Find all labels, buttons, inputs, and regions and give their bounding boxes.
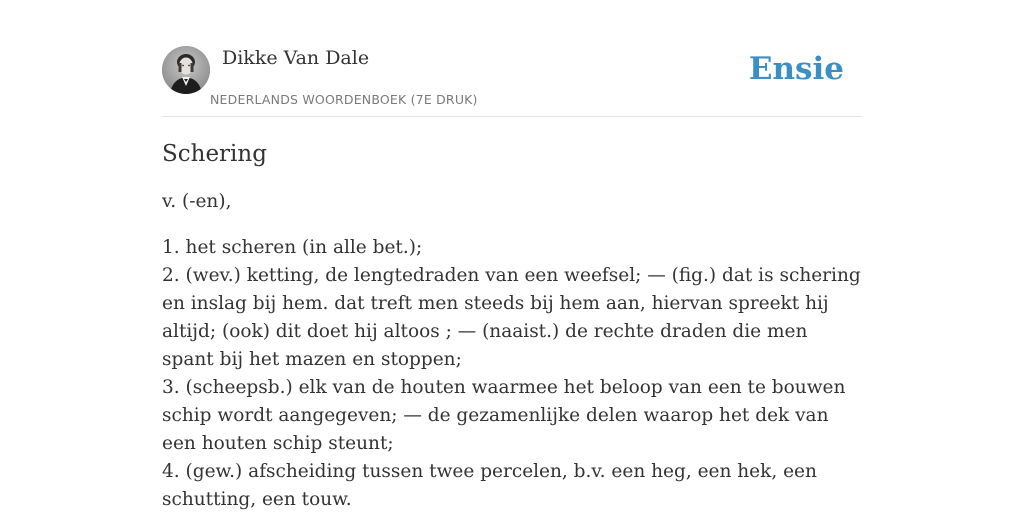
entry-title: Schering <box>162 141 267 167</box>
entry-header <box>162 46 862 117</box>
entry-content <box>162 136 862 512</box>
definition-item: 1. het scheren (in alle bet.); <box>162 237 423 258</box>
entry-grammar: v. (-en), <box>162 191 232 212</box>
definition-item: 3. (scheepsb.) elk van de houten waarmee het beloop van een te bouwen schip wordt aangegeven; — de gezamenlijke delen waarop het dek van een houten schip steunt; <box>162 377 846 454</box>
definition-item: 2. (wev.) ketting, de lengtedraden van een weefsel; — (fig.) dat is schering en inslag bij hem. dat treft men steeds bij hem aan, hiervan spreekt hij altijd; (ook) dit doet hij altoos ; — (naaist.) de rechte draden die men spant bij het mazen en stoppen; <box>162 265 861 370</box>
brand-logo[interactable]: Ensie <box>748 51 844 87</box>
author-name[interactable]: Dikke Van Dale <box>222 47 370 69</box>
author-avatar[interactable] <box>162 46 210 94</box>
definition-list <box>162 234 862 512</box>
source-label[interactable]: NEDERLANDS WOORDENBOEK (7E DRUK) <box>210 92 478 107</box>
definition-item: 4. (gew.) afscheiding tussen twee percelen, b.v. een heg, een hek, een schutting, een touw. <box>162 461 817 510</box>
portrait-photo-icon <box>162 46 210 94</box>
